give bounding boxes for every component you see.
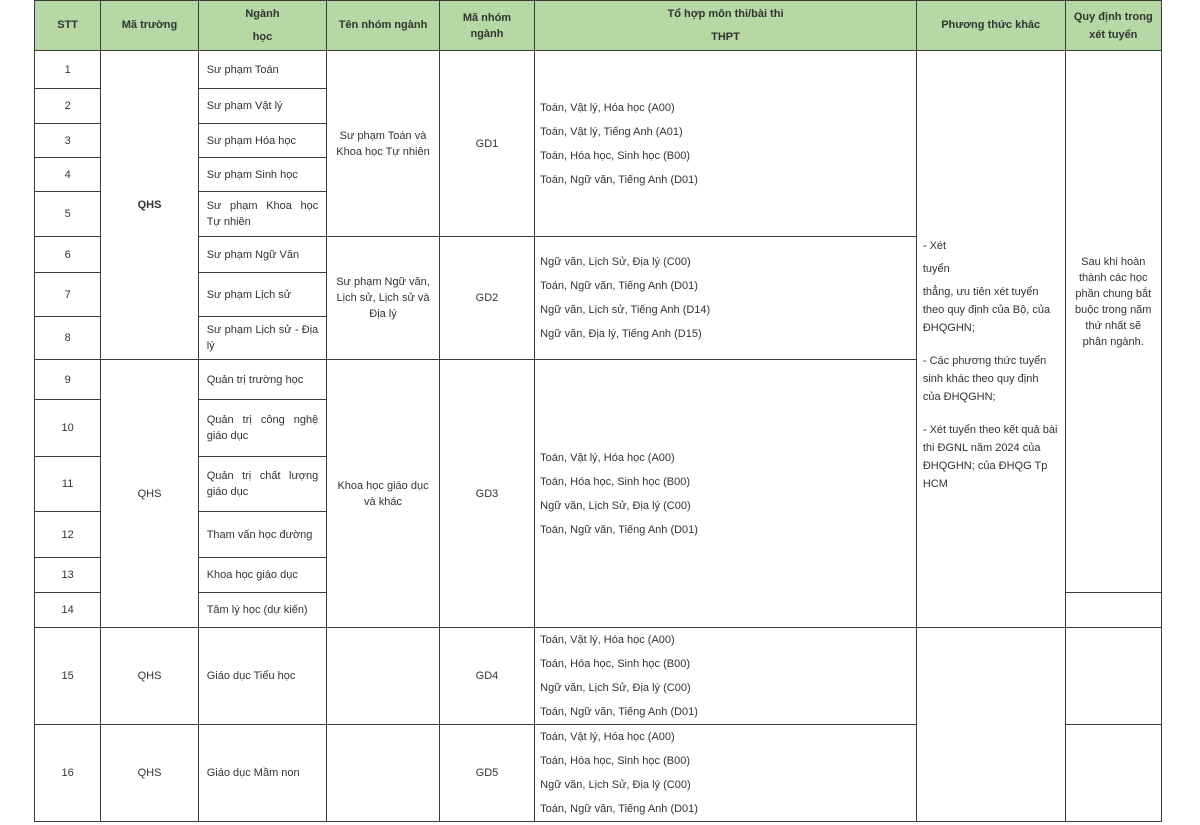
group-name-cell xyxy=(327,725,439,822)
combo-item: Toán, Ngữ văn, Tiếng Anh (D01) xyxy=(540,706,698,718)
major-cell: Sư phạm Khoa học Tự nhiên xyxy=(198,192,327,237)
school-code-cell: QHS xyxy=(101,360,198,628)
header-school-code: Mã trường xyxy=(101,1,198,51)
combo-item: Toán, Vật lý, Tiếng Anh (A01) xyxy=(540,125,683,138)
stt-cell: 5 xyxy=(35,192,101,237)
header-group-code: Mã nhóm ngành xyxy=(439,1,534,51)
major-cell: Sư phạm Hóa học xyxy=(198,124,327,158)
combo-item: Toán, Ngữ văn, Tiếng Anh (D01) xyxy=(540,523,698,536)
major-cell: Quản trị trường học xyxy=(198,360,327,400)
stt-cell: 14 xyxy=(35,593,101,628)
group-name-cell: Sư phạm Ngữ văn, Lịch sử, Lịch sử và Địa lý xyxy=(327,237,439,360)
combo-item: Toán, Vật lý, Hóa học (A00) xyxy=(540,634,675,646)
major-cell: Sư phạm Sinh học xyxy=(198,158,327,192)
combo-item: Toán, Vật lý, Hóa học (A00) xyxy=(540,731,675,743)
group-name-cell: Sư phạm Toán và Khoa học Tự nhiên xyxy=(327,51,439,237)
stt-cell: 7 xyxy=(35,273,101,317)
group-code-cell: GD1 xyxy=(439,51,534,237)
combo-item: Ngữ văn, Lịch Sử, Địa lý (C00) xyxy=(540,779,691,791)
header-major: Ngành học xyxy=(198,1,327,51)
header-group-name: Tên nhóm ngành xyxy=(327,1,439,51)
other-methods-cell xyxy=(916,51,1065,628)
combo-item: Toán, Vật lý, Hóa học (A00) xyxy=(540,451,675,464)
combo-item: Toán, Ngữ văn, Tiếng Anh (D01) xyxy=(540,173,698,186)
stt-cell: 12 xyxy=(35,512,101,558)
major-cell: Sư phạm Ngữ Văn xyxy=(198,237,327,273)
group-code-cell: GD2 xyxy=(439,237,534,360)
school-code-cell: QHS xyxy=(101,628,198,725)
combo-cell xyxy=(535,628,917,725)
stt-cell: 3 xyxy=(35,124,101,158)
combo-item: Toán, Hóa học, Sinh học (B00) xyxy=(540,475,690,488)
combo-item: Ngữ văn, Lịch Sử, Địa lý (C00) xyxy=(540,682,691,694)
major-cell: Khoa học giáo dục xyxy=(198,558,327,593)
group-code-cell: GD4 xyxy=(439,628,534,725)
major-cell: Sư phạm Lịch sử - Địa lý xyxy=(198,317,327,360)
combo-cell xyxy=(535,360,917,628)
stt-cell: 13 xyxy=(35,558,101,593)
stt-cell: 6 xyxy=(35,237,101,273)
group-code-cell: GD3 xyxy=(439,360,534,628)
combo-cell xyxy=(535,237,917,360)
other-method-item: - Xét xyxy=(922,240,947,252)
other-method-item: thẳng, ưu tiên xét tuyển theo quy định của Bộ, của ĐHQGHN; xyxy=(922,286,1051,334)
table-row xyxy=(35,51,1162,89)
major-cell: Giáo dục Tiểu học xyxy=(198,628,327,725)
rule-cell xyxy=(1065,51,1161,593)
other-method-item: tuyển xyxy=(922,263,950,275)
major-cell: Tham vấn học đường xyxy=(198,512,327,558)
combo-item: Ngữ văn, Lịch Sử, Địa lý (C00) xyxy=(540,499,691,512)
stt-cell: 9 xyxy=(35,360,101,400)
combo-item: Toán, Hóa học, Sinh học (B00) xyxy=(540,149,690,162)
school-code-cell: QHS xyxy=(101,725,198,822)
combo-cell xyxy=(535,51,917,237)
admission-table xyxy=(34,0,1162,822)
major-cell: Tâm lý học (dự kiến) xyxy=(198,593,327,628)
stt-cell: 16 xyxy=(35,725,101,822)
combo-item: Toán, Vật lý, Hóa học (A00) xyxy=(540,101,675,114)
table-row xyxy=(35,628,1162,725)
major-cell: Quản trị chất lượng giáo dục xyxy=(198,457,327,512)
combo-item: Toán, Hóa học, Sinh học (B00) xyxy=(540,658,690,670)
empty-cell xyxy=(1065,593,1161,628)
other-methods-empty-cell xyxy=(916,628,1065,822)
stt-cell: 1 xyxy=(35,51,101,89)
stt-cell: 2 xyxy=(35,89,101,124)
major-cell: Quản trị công nghệ giáo dục xyxy=(198,400,327,457)
header-stt: STT xyxy=(35,1,101,51)
combo-item: Toán, Ngữ văn, Tiếng Anh (D01) xyxy=(540,280,698,292)
header-other-methods: Phương thức khác xyxy=(916,1,1065,51)
stt-cell: 4 xyxy=(35,158,101,192)
combo-item: Toán, Hóa học, Sinh học (B00) xyxy=(540,755,690,767)
combo-item: Ngữ văn, Lịch sử, Tiếng Anh (D14) xyxy=(540,304,711,316)
stt-cell: 11 xyxy=(35,457,101,512)
other-method-item: - Các phương thức tuyển sinh khác theo quy định của ĐHQGHN; xyxy=(922,355,1047,403)
stt-cell: 15 xyxy=(35,628,101,725)
group-name-cell xyxy=(327,628,439,725)
major-cell: Sư phạm Lịch sử xyxy=(198,273,327,317)
major-cell: Giáo dục Mầm non xyxy=(198,725,327,822)
empty-cell xyxy=(1065,628,1161,725)
group-code-cell: GD5 xyxy=(439,725,534,822)
header-rules: Quy định trong xét tuyển xyxy=(1065,1,1161,51)
school-code-cell: QHS xyxy=(101,51,198,360)
combo-item: Ngữ văn, Lịch Sử, Địa lý (C00) xyxy=(540,256,691,268)
combo-item: Ngữ văn, Địa lý, Tiếng Anh (D15) xyxy=(540,328,702,340)
header-row xyxy=(35,1,1162,51)
other-method-item: - Xét tuyển theo kết quả bài thi ĐGNL năm 2024 của ĐHQGHN; của ĐHQG Tp HCM xyxy=(922,424,1058,490)
stt-cell: 8 xyxy=(35,317,101,360)
major-cell: Sư phạm Toán xyxy=(198,51,327,89)
stt-cell: 10 xyxy=(35,400,101,457)
major-cell: Sư phạm Vật lý xyxy=(198,89,327,124)
combo-cell xyxy=(535,725,917,822)
combo-item: Toán, Ngữ văn, Tiếng Anh (D01) xyxy=(540,803,698,815)
header-combos: Tổ hợp môn thi/bài thi THPT xyxy=(535,1,917,51)
empty-cell xyxy=(1065,725,1161,822)
rule-text: Sau khi hoàn thành các học phần chung bắt buộc trong năm thứ nhất sẽ phân ngành. xyxy=(1075,255,1152,348)
group-name-cell: Khoa học giáo dục và khác xyxy=(327,360,439,628)
